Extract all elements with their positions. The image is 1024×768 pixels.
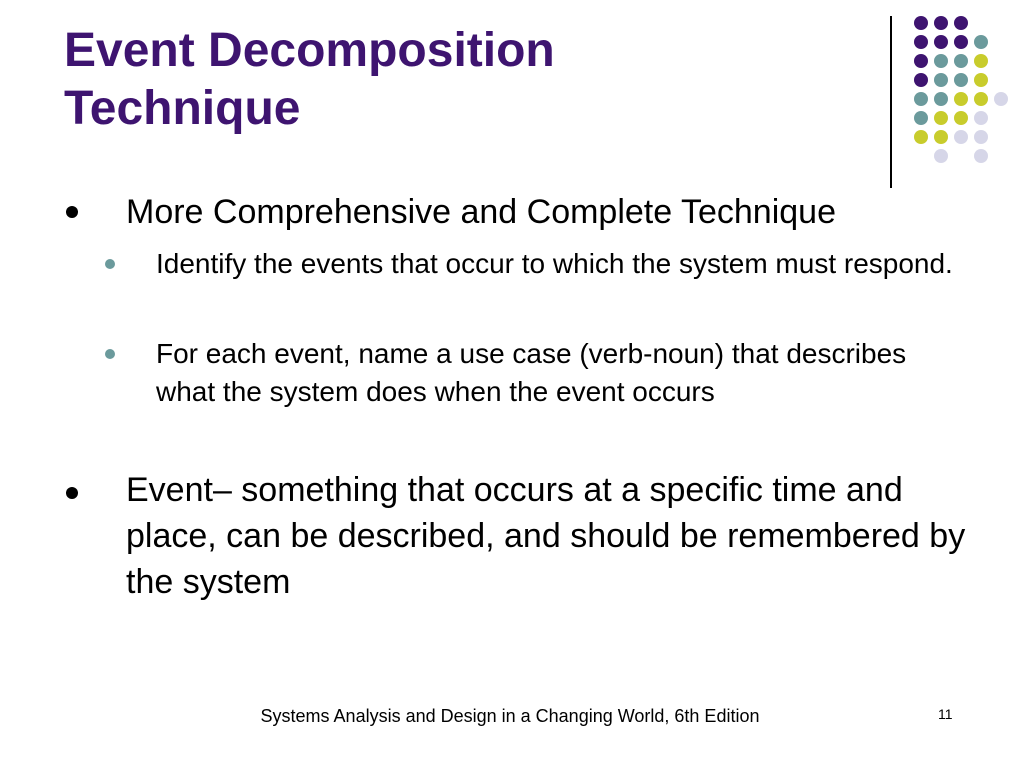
sub-bullet-marker	[105, 349, 115, 359]
sub-bullet-text: Identify the events that occur to which the system must respond.	[156, 248, 953, 279]
bullet-marker	[66, 487, 78, 499]
slide-title-line-1: Event Decomposition	[64, 24, 555, 77]
sub-bullet-marker	[105, 259, 115, 269]
bullet-marker	[66, 206, 78, 218]
bullet-text: More Comprehensive and Complete Technique	[126, 193, 836, 231]
page-number: 11	[938, 706, 953, 722]
sub-bullet-text: For each event, name a use case (verb-noun) that describes what the system does when the event occurs	[156, 338, 907, 407]
slide-footer: Systems Analysis and Design in a Changing World, 6th Edition	[260, 706, 760, 726]
slide-title-line-2: Technique	[64, 82, 301, 135]
bullet-text: Event– something that occurs at a specific time and place, can be described, and should be remembered by the system	[126, 471, 966, 601]
